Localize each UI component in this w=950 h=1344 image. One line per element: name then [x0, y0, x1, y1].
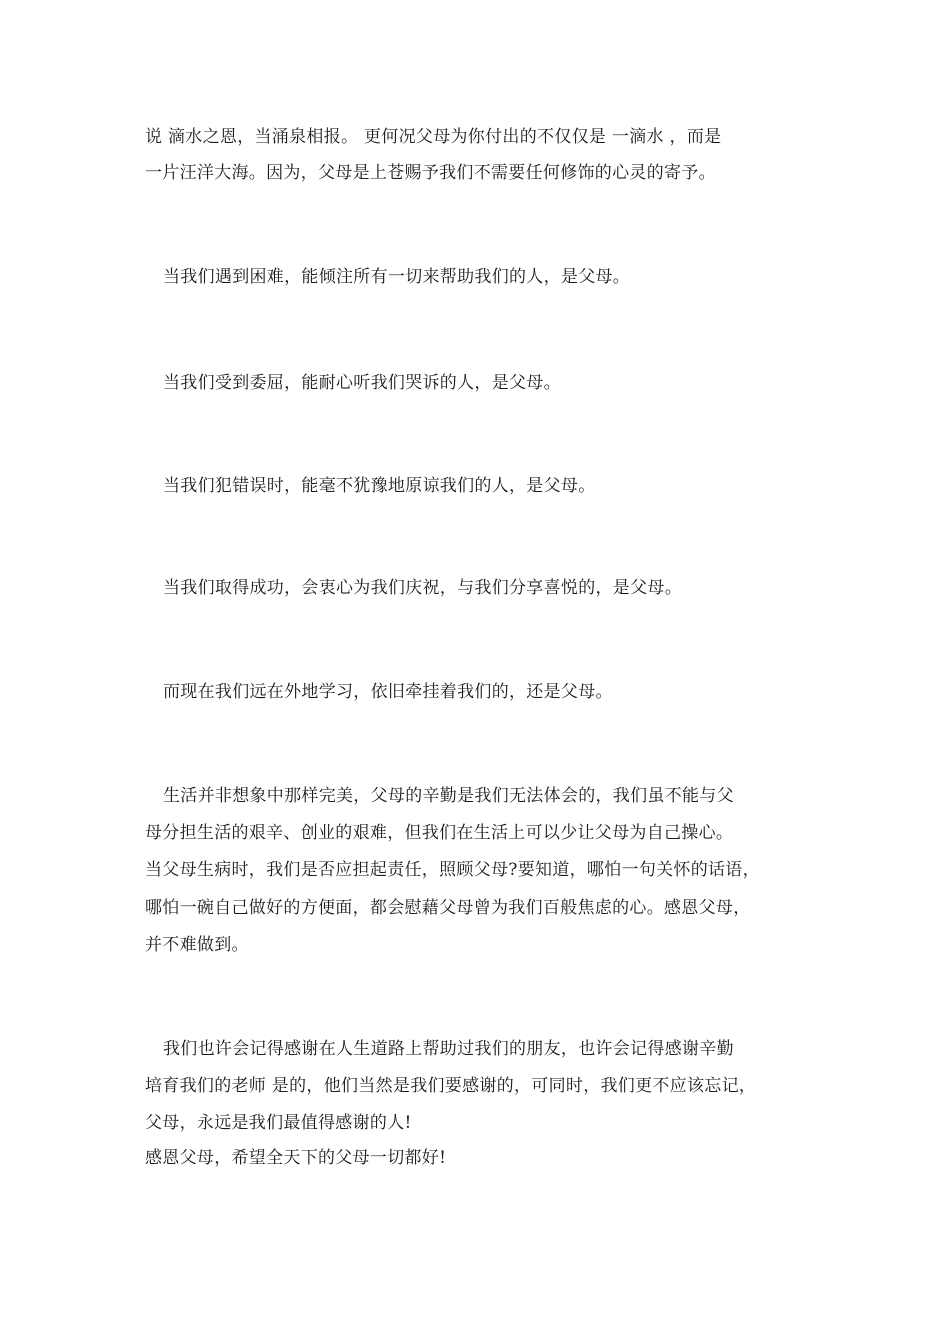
paragraph-6-line-1: 而现在我们远在外地学习，依旧牵挂着我们的，还是父母。: [163, 682, 613, 702]
paragraph-5-line-1: 当我们取得成功，会衷心为我们庆祝，与我们分享喜悦的，是父母。: [163, 578, 682, 598]
paragraph-8-line-1: 我们也许会记得感谢在人生道路上帮助过我们的朋友，也许会记得感谢辛勤: [163, 1039, 734, 1059]
paragraph-1-line-2: 一片汪洋大海。因为，父母是上苍赐予我们不需要任何修饰的心灵的寄予。: [145, 163, 716, 183]
paragraph-4-line-1: 当我们犯错误时，能毫不犹豫地原谅我们的人，是父母。: [163, 476, 596, 496]
paragraph-8-line-3: 父母，永远是我们最值得感谢的人!: [145, 1113, 412, 1133]
paragraph-3-line-1: 当我们受到委屈，能耐心听我们哭诉的人，是父母。: [163, 373, 561, 393]
paragraph-1-line-1: 说 滴水之恩，当涌泉相报。 更何况父母为你付出的不仅仅是 一滴水 ，而是: [145, 127, 722, 147]
paragraph-7-line-2: 母分担生活的艰辛、创业的艰难，但我们在生活上可以少让父母为自己操心。: [145, 823, 734, 843]
paragraph-7-line-3: 当父母生病时，我们是否应担起责任，照顾父母?要知道，哪怕一句关怀的话语，: [145, 860, 760, 880]
paragraph-2-line-1: 当我们遇到困难，能倾注所有一切来帮助我们的人，是父母。: [163, 267, 631, 287]
paragraph-7-line-4: 哪怕一碗自己做好的方便面，都会慰藉父母曾为我们百般焦虑的心。感恩父母，: [145, 898, 751, 918]
paragraph-7-line-5: 并不难做到。: [145, 935, 249, 955]
paragraph-8-line-4: 感恩父母，希望全天下的父母一切都好!: [145, 1148, 447, 1168]
paragraph-7-line-1: 生活并非想象中那样完美，父母的辛勤是我们无法体会的，我们虽不能与父: [163, 786, 734, 806]
paragraph-8-line-2: 培育我们的老师 是的，他们当然是我们要感谢的，可同时，我们更不应该忘记，: [145, 1076, 757, 1096]
